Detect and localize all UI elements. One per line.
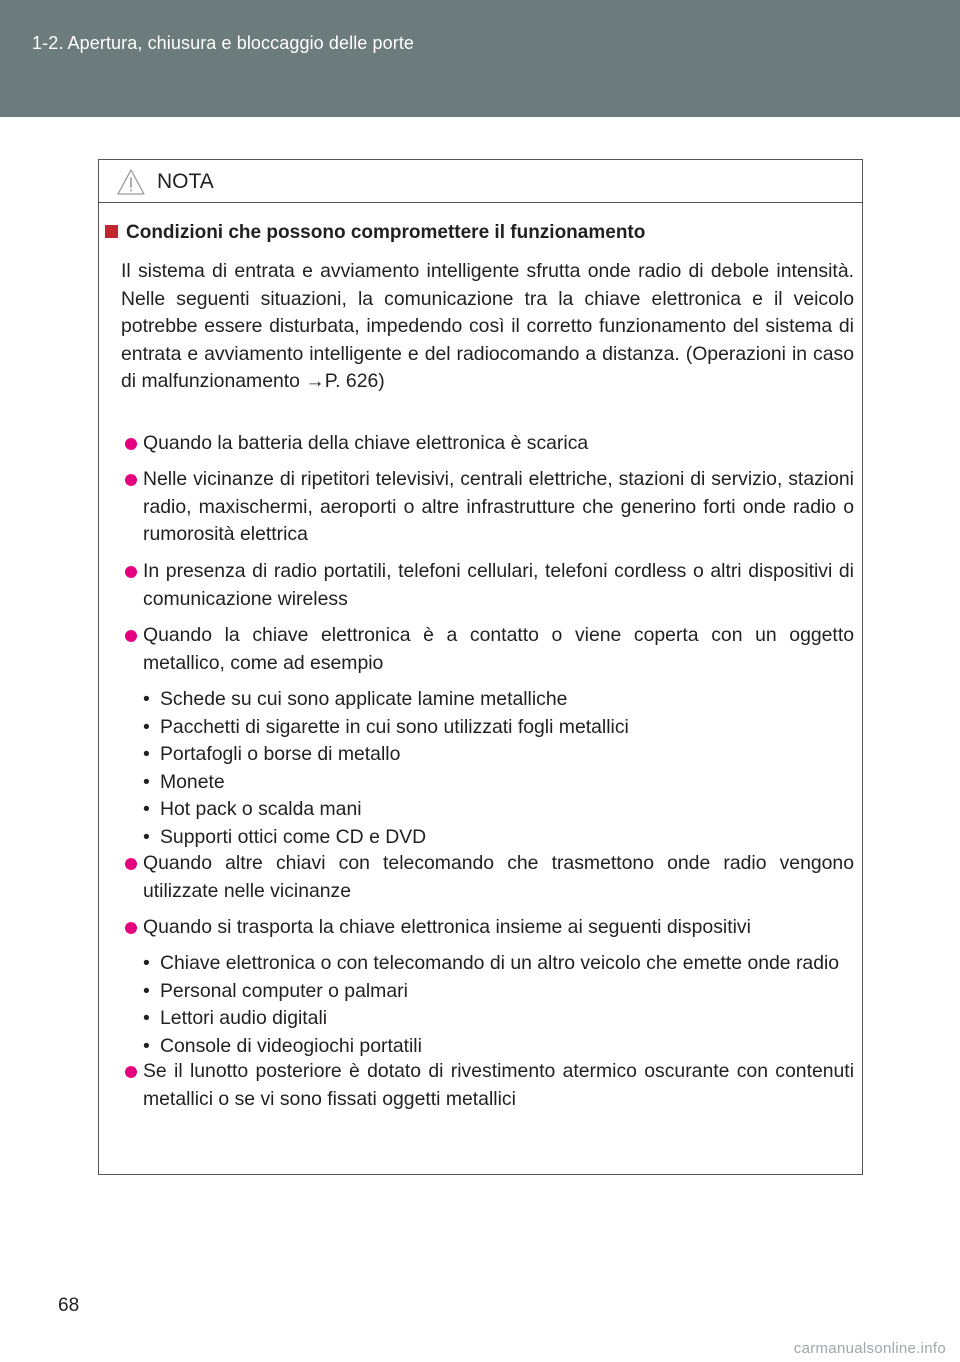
sub-list-item: • Schede su cui sono applicate lamine metalliche [143, 688, 568, 710]
metal-examples-list [143, 686, 854, 851]
note-label: NOTA [157, 170, 214, 193]
bullet-dot-icon [125, 922, 137, 934]
subheading-text: Condizioni che possono compromettere il funzionamento [126, 222, 646, 243]
list-item: In presenza di radio portatili, telefoni cellulari, telefoni cordless o altri dispositivi di comunicazione wireless [121, 558, 854, 613]
sub-list-item: • Supporti ottici come CD e DVD [143, 825, 427, 848]
devices-list [143, 950, 854, 1060]
list-item: Quando si trasporta la chiave elettronica insieme ai seguenti dispositivi [121, 914, 854, 942]
sub-list-item: • Lettori audio digitali [143, 1007, 328, 1029]
header-band [0, 0, 960, 117]
note-header [99, 160, 862, 203]
bullet-dot-icon [125, 438, 137, 450]
bullet-dot-icon [125, 474, 137, 486]
bullet-dot-icon [125, 566, 137, 578]
warning-triangle-icon [116, 168, 146, 196]
list-item: Se il lunotto posteriore è dotato di rivestimento atermico oscurante con contenuti metallici o se vi sono fissati oggetti metallici [121, 1058, 854, 1113]
sub-list-item: • Monete [143, 770, 225, 793]
subheading [105, 222, 845, 244]
square-bullet-icon [105, 225, 118, 238]
sub-list-item: • Hot pack o scalda mani [143, 798, 362, 820]
bullet-dot-icon [125, 1066, 137, 1078]
sub-list-item: • Portafogli o borse di metallo [143, 743, 401, 765]
bullet-dot-icon [125, 858, 137, 870]
bullet-dot-icon [125, 630, 137, 642]
list-item: Quando altre chiavi con telecomando che trasmettono onde radio vengono utilizzate nelle vicinanze [121, 850, 854, 905]
sub-list-item: • Console di videogiochi portatili [143, 1034, 422, 1057]
list-item: Nelle vicinanze di ripetitori televisivi, centrali elettriche, stazioni di servizio, stazioni radio, maxischermi, aeroporti o altre infrastrutture che generino forti onde radio o rumorosità elettrica [121, 466, 854, 549]
list-item: Quando la batteria della chiave elettronica è scarica [121, 430, 854, 458]
sub-list-item: • Pacchetti di sigarette in cui sono utilizzati fogli metallici [143, 715, 629, 738]
watermark: carmanualsonline.info [793, 1340, 946, 1357]
page-number: 68 [58, 1295, 80, 1316]
sub-list-item: • Personal computer o palmari [143, 979, 408, 1002]
sub-list-item: • Chiave elettronica o con telecomando di un altro veicolo che emette onde radio [143, 952, 840, 974]
intro-paragraph: Il sistema di entrata e avviamento intelligente sfrutta onde radio di debole intensità. Nelle seguenti situazioni, la comunicazione tra la chiave elettronica e il veicolo potrebbe essere disturbata, impedendo così il corretto funzionamento del sistema di entrata e avviamento intelligente e del radiocomando a distanza. (Operazioni in caso di malfunzionamento →P. 626) [121, 260, 854, 392]
list-item: Quando la chiave elettronica è a contatto o viene coperta con un oggetto metallico, come ad esempio [121, 622, 854, 677]
note-box [98, 159, 863, 1175]
section-title: 1-2. Apertura, chiusura e bloccaggio delle porte [32, 33, 415, 53]
